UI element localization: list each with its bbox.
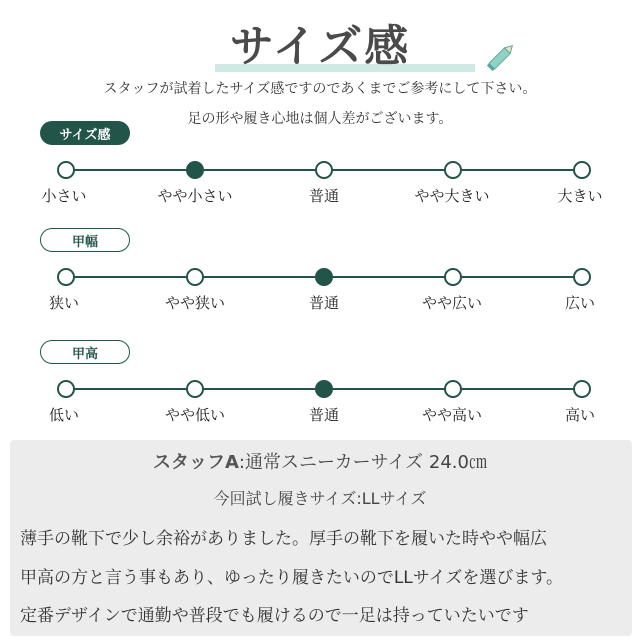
tick-label: 普通 [308, 294, 340, 312]
scale-dot [573, 268, 591, 286]
scale-label: 甲高 [40, 340, 130, 364]
tick-label: やや広い [421, 294, 483, 312]
scale-dot [444, 268, 462, 286]
scale-dot [315, 268, 333, 286]
scale-dot [186, 268, 204, 286]
scale-dot [315, 161, 333, 179]
scale-instep-width [0, 228, 640, 318]
tick-label: 小さい [41, 187, 87, 205]
subtitle-line-1: スタッフが試着したサイズ感ですのであくまでご参考にして下さい。 [103, 81, 537, 97]
scale-dot [315, 380, 333, 398]
scale-dot [57, 161, 75, 179]
staff-usual-size: :通常スニーカーサイズ 24.0㎝ [238, 452, 487, 473]
scale-label: サイズ感 [40, 121, 130, 145]
page-title: サイズ感 [229, 21, 411, 72]
tick-label: やや高い [421, 406, 483, 424]
pencil-icon [484, 40, 518, 74]
scale-label: 甲幅 [40, 228, 130, 252]
tick-label: 低い [48, 406, 80, 424]
scale-dot [57, 268, 75, 286]
scale-dot [573, 380, 591, 398]
staff-note: 甲高の方と言う事もあり、ゆったり履きたいのでLLサイズを選びます。 [20, 568, 564, 588]
tick-label: やや狭い [164, 294, 226, 312]
scale-size [0, 121, 640, 211]
tick-label: やや低い [164, 406, 226, 424]
tick-label: 普通 [308, 187, 340, 205]
scale-dot [186, 161, 204, 179]
tick-label: 大きい [557, 187, 603, 205]
scale-dot [444, 380, 462, 398]
tick-label: 広い [564, 294, 596, 312]
scale-dot [186, 380, 204, 398]
tick-label: やや小さい [157, 187, 233, 205]
scale-instep-height [0, 340, 640, 430]
subtitle-line-2: 足の形や履き心地は個人差がございます。 [187, 111, 453, 127]
scale-dot [57, 380, 75, 398]
staff-note: 薄手の靴下で少し余裕がありました。厚手の靴下を履いた時やや幅広 [20, 529, 547, 549]
tick-label: 高い [564, 406, 596, 424]
staff-note: 定番デザインで通勤や普段でも履けるので一足は持っていたいです [20, 606, 529, 626]
scale-dot [444, 161, 462, 179]
tick-label: 普通 [308, 406, 340, 424]
staff-header [0, 448, 640, 474]
staff-tried-size: 今回試し履きサイズ:LLサイズ [213, 489, 427, 508]
tick-label: やや大きい [414, 187, 490, 205]
tick-label: 狭い [48, 294, 80, 312]
scale-dot [573, 161, 591, 179]
staff-name: スタッフA [152, 452, 239, 473]
